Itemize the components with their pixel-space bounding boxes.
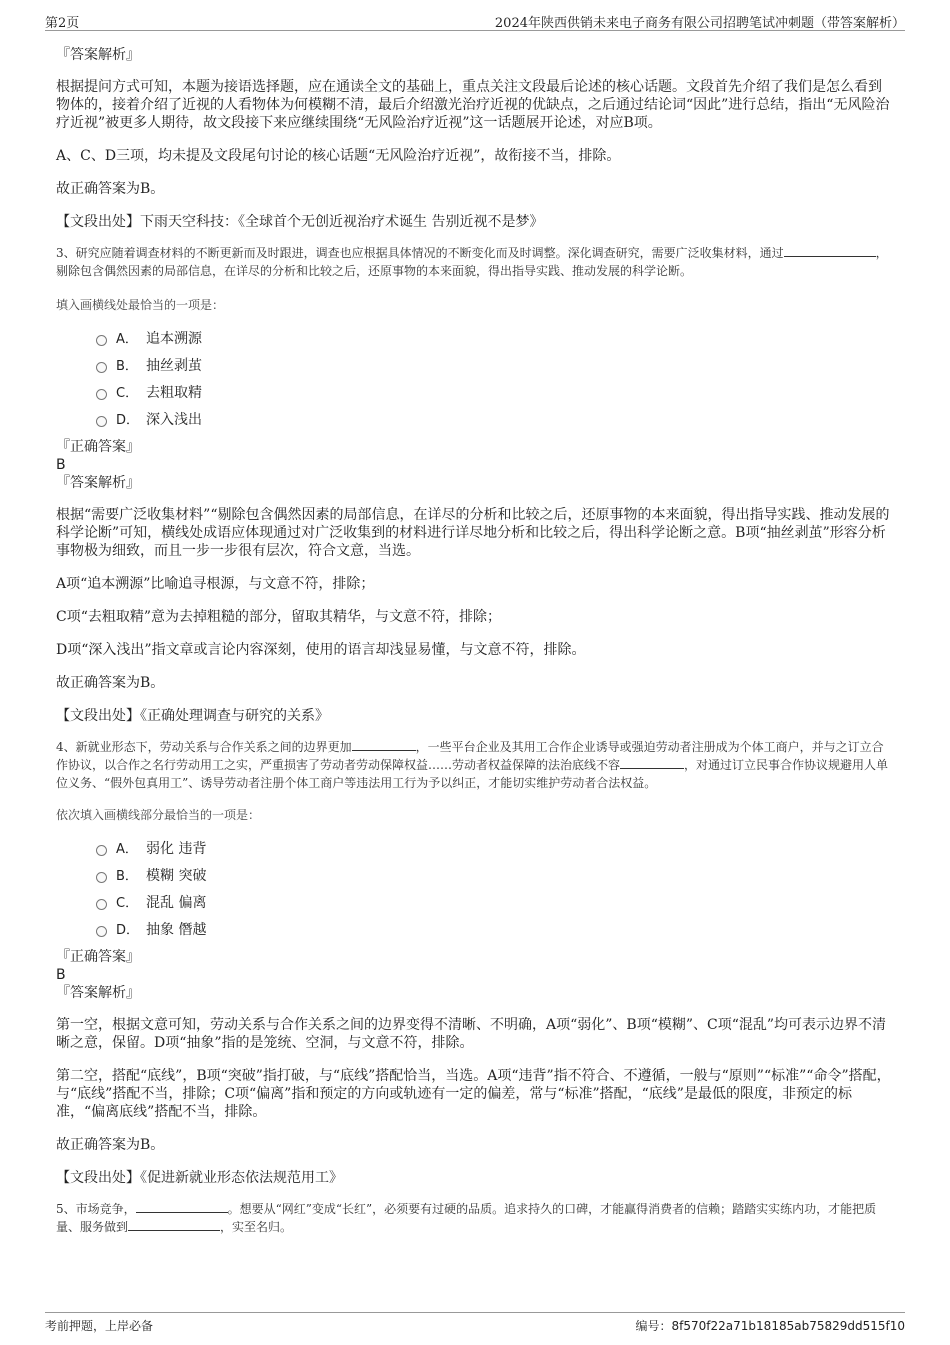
q3-conclusion: 故正确答案为B。 [56,675,165,691]
q4-blank-1 [352,738,416,751]
q3-option-c[interactable]: C． 去粗取精 [56,380,894,407]
document-title: 2024年陕西供销未来电子商务有限公司招聘笔试冲刺题（带答案解析） [494,16,905,31]
q4-stem: 4、新就业形态下，劳动关系与合作关系之间的边界更加 ，一些平台企业及其用工合作企业诱导或强迫劳动者注册成为个体工商户，并与之订立合作协议，以合作之名行劳动用工之实，严重损害了劳动者劳动保障权益……劳动者权益保障的法治底线不容 ，对通过订立民事合作协议规避用人单位义务、“假外包真用工”、诱导劳动者注册个体工商户等违法用工行为予以纠正，才能切实维护劳动者合法权益。 [56,740,889,790]
q2-analysis-label: 『答案解析』 [56,47,140,63]
q2-analysis-p2: A、C、D三项，均未提及文段尾句讨论的核心话题“无风险治疗近视”，故衔接不当，排除。 [56,148,621,164]
q2-conclusion: 故正确答案为B。 [56,181,165,197]
q2-source: 【文段出处】下雨天空科技：《全球首个无创近视治疗术诞生 告别近视不是梦》 [56,214,544,230]
q3-analysis-p1: 根据“需要广泛收集材料”“剔除包含偶然因素的局部信息，在详尽的分析和比较之后，还原事物的本来面貌，得出指导实践、推动发展的科学论断”可知，横线处成语应体现通过对广泛收集到的材料进行详尽地分析和比较之后，得出科学论断之意。B项“抽丝剥茧”形容分析事物极为细致，而且一步一步很有层次，符合文意，当选。 [56,507,890,559]
q3-analysis-a: A项“追本溯源”比喻追寻根源，与文意不符，排除； [56,576,375,592]
page-number: 第2页 [45,16,80,31]
q4-analysis-p2: 第二空，搭配“底线”，B项“突破”指打破，与“底线”搭配恰当，当选。A项“违背”指不符合、不遵循，一般与“原则”“标准”“命令”搭配，与“底线”搭配不当，排除；C项“偏离”指和预定的方向或轨迹有一定的偏差，常与“标准”搭配，“底线”是最低的限度，非预定的标准，“偏离底线”搭配不当，排除。 [56,1068,891,1120]
q4-source: 【文段出处】《促进新就业形态依法规范用工》 [56,1170,343,1186]
q5-blank-1 [136,1200,228,1213]
q4-option-d[interactable]: D． 抽象 僭越 [56,917,894,944]
page-footer [45,1312,905,1339]
q4-analysis-label: 『答案解析』 [56,985,140,1001]
q4-correct-answer: B [56,967,66,983]
q5-stem: 5、市场竞争， 。想要从“网红”变成“长红”，必须要有过硬的品质。追求持久的口碑，才能赢得消费者的信赖；踏踏实实练内功，才能把质量、服务做到 ，实至名归。 [56,1202,877,1234]
q4-analysis-p1: 第一空，根据文意可知，劳动关系与合作关系之间的边界变得不清晰、不明确，A项“弱化”、B项“模糊”、C项“混乱”均可表示边界不清晰之意，保留。D项“抽象”指的是笼统、空洞，与文意不符，排除。 [56,1017,887,1051]
q3-analysis-d: D项“深入浅出”指文章或言论内容深刻，使用的语言却浅显易懂，与文意不符，排除。 [56,642,586,658]
q3-option-b[interactable]: B． 抽丝剥茧 [56,353,894,380]
q4-correct-label: 『正确答案』 [56,949,140,965]
radio-icon[interactable] [96,416,107,427]
q3-ask: 填入画横线处最恰当的一项是： [56,298,225,312]
q4-conclusion: 故正确答案为B。 [56,1137,165,1153]
q4-option-c[interactable]: C． 混乱 偏离 [56,890,894,917]
q4-option-a[interactable]: A． 弱化 违背 [56,836,894,863]
q3-option-d[interactable]: D． 深入浅出 [56,407,894,434]
q4-options [56,836,894,944]
radio-icon[interactable] [96,872,107,883]
q3-option-a[interactable]: A． 追本溯源 [56,326,894,353]
q3-blank [784,244,876,257]
footer-code: 编号：8f570f22a71b18185ab75829dd515f10 [635,1319,905,1333]
q4-ask: 依次填入画横线部分最恰当的一项是： [56,808,261,822]
page-header [45,8,905,31]
q3-source: 【文段出处】《正确处理调查与研究的关系》 [56,708,329,724]
radio-icon[interactable] [96,845,107,856]
footer-slogan: 考前押题，上岸必备 [45,1319,154,1333]
page-content [56,46,894,1236]
q4-blank-2 [620,756,684,769]
radio-icon[interactable] [96,362,107,373]
q5-blank-2 [128,1218,220,1231]
q3-analysis-c: C项“去粗取精”意为去掉粗糙的部分，留取其精华，与文意不符，排除； [56,609,502,625]
q3-correct-answer: B [56,457,66,473]
q4-option-b[interactable]: B． 模糊 突破 [56,863,894,890]
q3-stem: 3、研究应随着调查材料的不断更新而及时跟进，调查也应根据具体情况的不断变化而及时调整。深化调查研究，需要广泛收集材料，通过 ，剔除包含偶然因素的局部信息，在详尽的分析和比较之后，还原事物的本来面貌，得出指导实践、推动发展的科学论断。 [56,246,888,278]
q3-analysis-label: 『答案解析』 [56,475,140,491]
q3-options [56,326,894,434]
radio-icon[interactable] [96,926,107,937]
radio-icon[interactable] [96,389,107,400]
q2-analysis-p1: 根据提问方式可知，本题为接语选择题，应在通读全文的基础上，重点关注文段最后论述的核心话题。文段首先介绍了我们是怎么看到物体的，接着介绍了近视的人看物体为何模糊不清，最后介绍激光治疗近视的优缺点，之后通过结论词“因此”进行总结，指出“无风险治疗近视”被更多人期待，故文段接下来应继续围绕“无风险治疗近视”这一话题展开论述，对应B项。 [56,79,890,131]
radio-icon[interactable] [96,899,107,910]
radio-icon[interactable] [96,335,107,346]
q3-correct-label: 『正确答案』 [56,439,140,455]
